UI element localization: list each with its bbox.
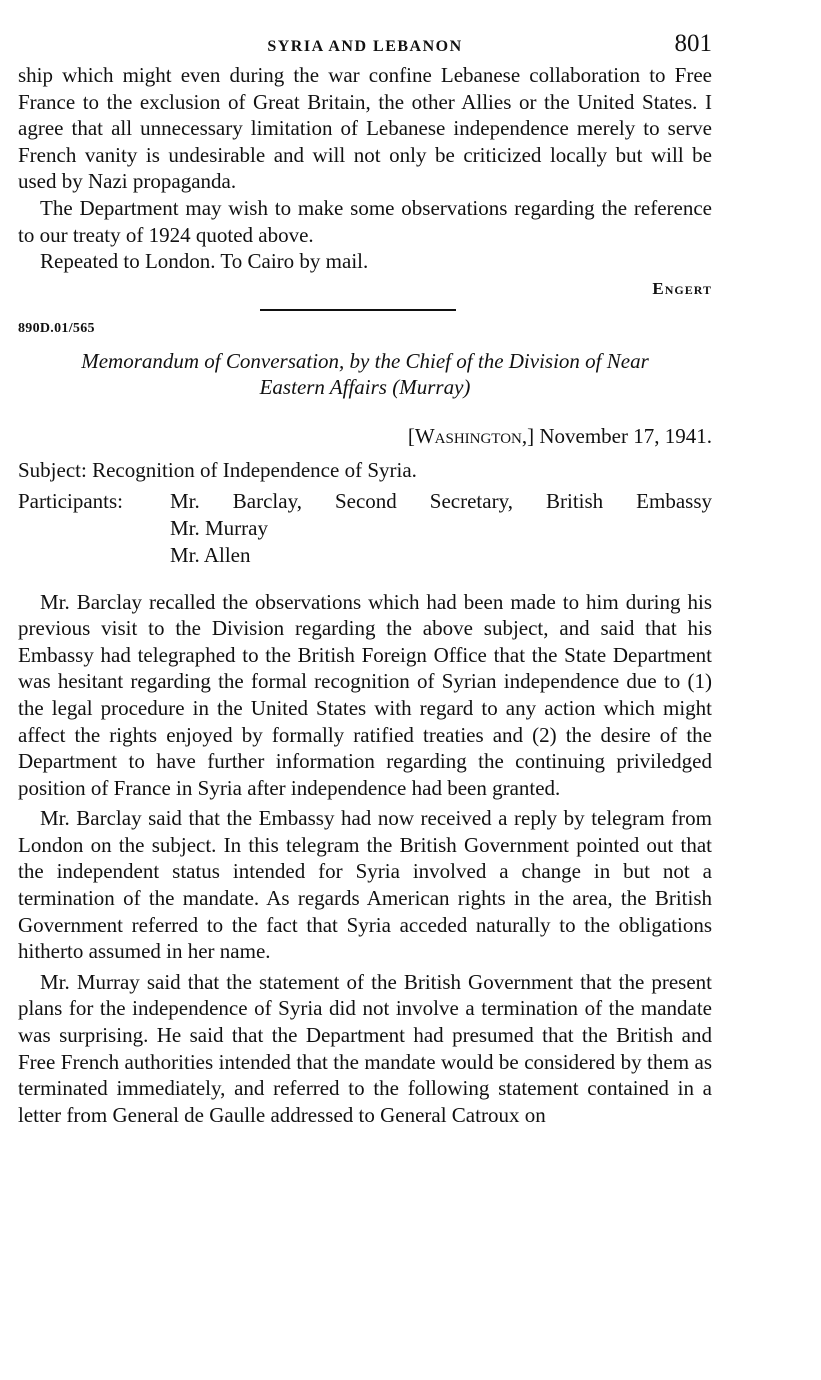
section-divider — [260, 309, 456, 311]
document-page — [18, 0, 712, 1128]
subject-label: Subject: — [18, 457, 87, 482]
continued-paragraph: ship which might even during the war confine Lebanese collaboration to Free France to the exclusion of Great Britain, the other Allies or the United States. I agree that all unnecessary limitation of Lebanese independence merely to serve French vanity is undesirable and will not only be criticized locally but will be used by Nazi propaganda. — [18, 63, 712, 194]
participant: Mr. Allen — [170, 542, 251, 567]
memo-title — [18, 348, 712, 401]
page-number: 801 — [674, 30, 712, 57]
paragraph: Mr. Barclay recalled the observations which had been made to him during his previous visit to the Division regarding the above subject, and said that his Embassy had telegraphed to the British Foreign Office that the State Department was hesitant regarding the formal recognition of Syrian independence due to (1) the legal procedure in the United States with regard to any action which might affect the rights enjoyed by formally ratified treaties and (2) the desire of the Department to have further information regarding the continuing priviledged position of France in Syria after independence had been granted. — [18, 589, 712, 800]
file-number: 890D.01/565 — [18, 320, 95, 336]
subject-text: Recognition of Independence of Syria. — [92, 457, 417, 482]
participant: Mr. Murray — [170, 515, 268, 540]
participant: Mr. Barclay, Second Secretary, British Embassy — [170, 488, 712, 513]
paragraph: Mr. Barclay said that the Embassy had now received a reply by telegram from London on the subject. In this telegram the British Government pointed out that the independent status intended for Syria involved a change in but not a termination of the mandate. As regards American rights in the area, the British Government referred to the fact that Syria acceded naturally to the obligations hitherto assumed in her name. — [18, 806, 712, 964]
signature: Engert — [652, 278, 712, 298]
memo-body — [18, 589, 712, 1129]
paragraph: The Department may wish to make some observations regarding the reference to our treaty of 1924 quoted above. — [18, 195, 712, 247]
subject-line — [18, 456, 712, 484]
dateline-place: [Washington,] — [407, 423, 535, 448]
paragraph: Repeated to London. To Cairo by mail. — [40, 249, 369, 274]
paragraph: Mr. Murray said that the statement of the British Government that the present plans for the independence of Syria did not involve a termination of the mandate was surprising. He said that the Department had presumed that the British and Free French authorities intended that the mandate would be considered by them as terminated immediately, and referred to the following statement contained in a letter from General de Gaulle addressed to General Catroux on — [18, 969, 712, 1127]
running-head — [18, 0, 712, 62]
dateline — [18, 423, 712, 450]
participants-list — [170, 488, 712, 569]
memo-title-line: Memorandum of Conversation, by the Chief of the Division of Near — [81, 348, 649, 373]
participants-block — [18, 488, 712, 569]
dateline-date: November 17, 1941. — [539, 423, 712, 448]
memo-title-line: Eastern Affairs (Murray) — [259, 375, 471, 400]
participants-label: Participants: — [18, 488, 123, 513]
running-title: SYRIA AND LEBANON — [267, 38, 463, 55]
